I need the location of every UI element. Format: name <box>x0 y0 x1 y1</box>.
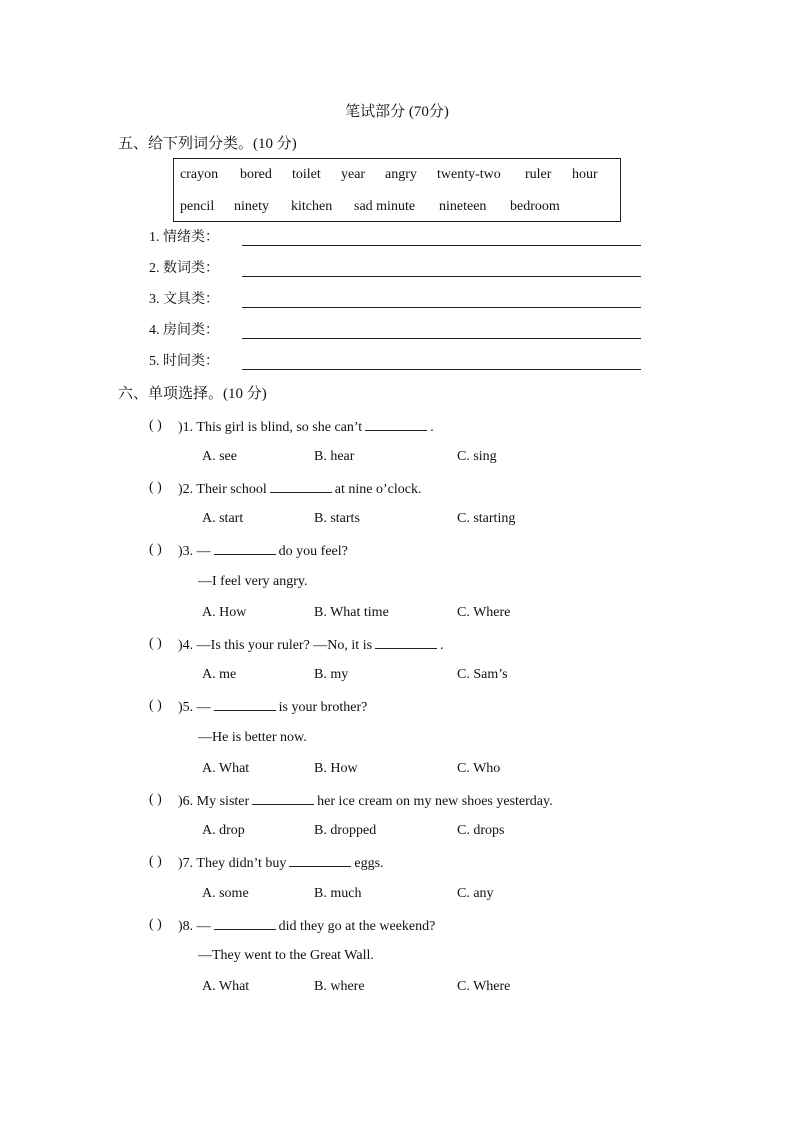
option: A. drop <box>202 823 245 838</box>
option: A. What <box>202 979 250 994</box>
option: B. How <box>314 761 358 776</box>
question-2: )2. Their school at nine o’clock. <box>178 478 421 500</box>
question-8-reply: —They went to the Great Wall. <box>198 948 374 963</box>
option: B. starts <box>314 511 360 526</box>
question-8: )8. — did they go at the weekend? <box>178 915 435 937</box>
blank[interactable] <box>214 915 276 930</box>
word-box <box>173 158 621 222</box>
question-3: )3. — do you feel? <box>178 540 348 562</box>
blank[interactable] <box>214 696 276 711</box>
option: B. What time <box>314 605 389 620</box>
blank[interactable] <box>214 540 276 555</box>
answer-line[interactable] <box>242 245 641 246</box>
option: A. some <box>202 886 249 901</box>
answer-paren[interactable]: ( ) <box>149 854 162 869</box>
word: twenty-two <box>437 167 501 182</box>
blank[interactable] <box>270 478 332 493</box>
option: B. my <box>314 667 349 682</box>
section5-title: 五、给下列词分类。(10 分) <box>118 136 297 152</box>
answer-paren[interactable]: ( ) <box>149 418 162 433</box>
section6-title: 六、单项选择。(10 分) <box>118 386 267 402</box>
word: sad minute <box>354 199 416 214</box>
question-4: )4. —Is this your ruler? —No, it is . <box>178 634 444 656</box>
word: ninety <box>234 199 269 214</box>
word: pencil <box>180 199 215 214</box>
option: B. much <box>314 886 362 901</box>
blank[interactable] <box>365 416 427 431</box>
question-1: )1. This girl is blind, so she can’t . <box>178 416 434 438</box>
option: A. start <box>202 511 244 526</box>
answer-paren[interactable]: ( ) <box>149 480 162 495</box>
category-label: 3. 文具类： <box>149 292 219 307</box>
category-label: 4. 房间类： <box>149 323 219 338</box>
option: A. see <box>202 449 237 464</box>
answer-paren[interactable]: ( ) <box>149 636 162 651</box>
page-title: 笔试部分 (70分) <box>345 104 449 120</box>
answer-paren[interactable]: ( ) <box>149 542 162 557</box>
category-label: 5. 时间类： <box>149 354 219 369</box>
word: ruler <box>525 167 552 182</box>
word: angry <box>385 167 417 182</box>
word: hour <box>572 167 598 182</box>
category-label: 2. 数词类： <box>149 261 219 276</box>
option: C. any <box>457 886 494 901</box>
answer-paren[interactable]: ( ) <box>149 792 162 807</box>
question-6: )6. My sister her ice cream on my new shoes yesterday. <box>178 790 553 812</box>
answer-paren[interactable]: ( ) <box>149 698 162 713</box>
option: C. sing <box>457 449 497 464</box>
option: B. dropped <box>314 823 377 838</box>
option: C. Sam’s <box>457 667 508 682</box>
word: year <box>341 167 366 182</box>
word: crayon <box>180 167 219 182</box>
option: C. starting <box>457 511 516 526</box>
word: nineteen <box>439 199 487 214</box>
option: A. How <box>202 605 247 620</box>
option: C. Who <box>457 761 501 776</box>
question-5-reply: —He is better now. <box>198 730 307 745</box>
option: B. where <box>314 979 365 994</box>
option: C. Where <box>457 605 511 620</box>
option: A. me <box>202 667 237 682</box>
option: C. drops <box>457 823 505 838</box>
question-3-reply: —I feel very angry. <box>198 574 308 589</box>
blank[interactable] <box>375 634 437 649</box>
word: kitchen <box>291 199 333 214</box>
question-7: )7. They didn’t buy eggs. <box>178 852 384 874</box>
word: bored <box>240 167 272 182</box>
option: C. Where <box>457 979 511 994</box>
question-5: )5. — is your brother? <box>178 696 367 718</box>
word: bedroom <box>510 199 560 214</box>
blank[interactable] <box>252 790 314 805</box>
category-label: 1. 情绪类： <box>149 230 219 245</box>
answer-line[interactable] <box>242 307 641 308</box>
word: toilet <box>292 167 321 182</box>
option: B. hear <box>314 449 355 464</box>
option: A. What <box>202 761 250 776</box>
answer-line[interactable] <box>242 338 641 339</box>
answer-paren[interactable]: ( ) <box>149 917 162 932</box>
answer-line[interactable] <box>242 369 641 370</box>
answer-line[interactable] <box>242 276 641 277</box>
blank[interactable] <box>289 852 351 867</box>
